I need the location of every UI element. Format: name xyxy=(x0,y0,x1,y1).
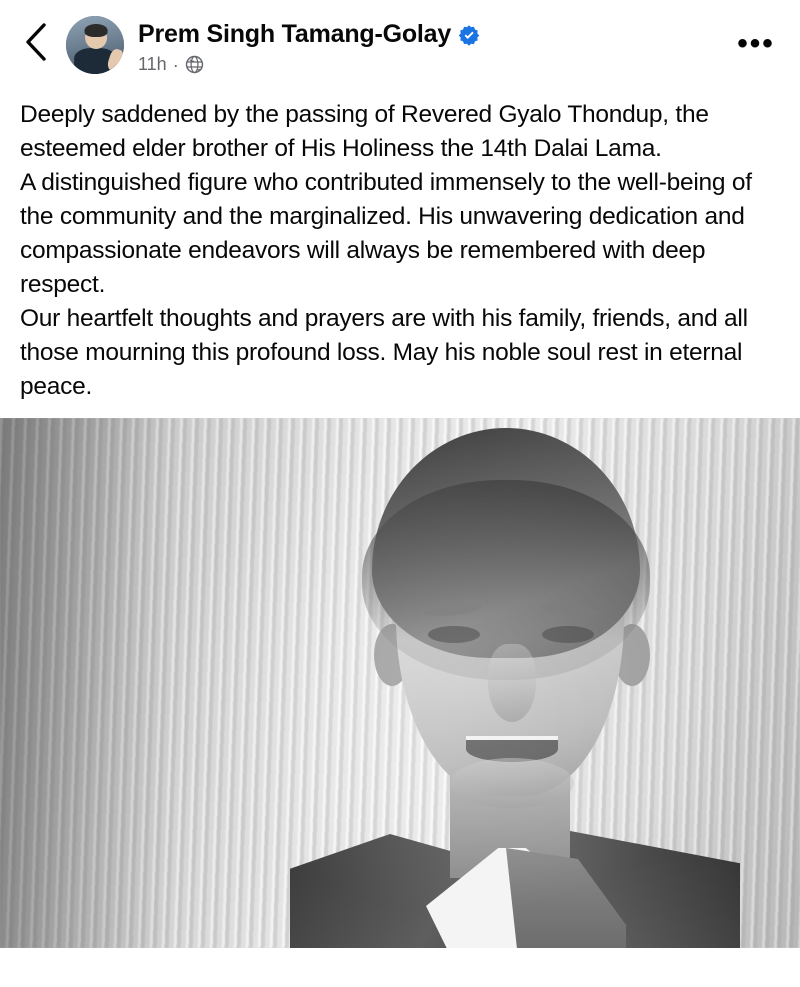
chevron-left-icon xyxy=(23,22,49,62)
post-author-block xyxy=(138,14,730,75)
avatar-hair xyxy=(85,24,108,37)
post-meta-row xyxy=(138,54,730,75)
more-options-button[interactable] xyxy=(730,18,782,70)
post-paragraph-2: A distinguished figure who contributed immensely to the well-being of the community and the marginalized. His unwavering dedication and compassionate endeavors will always be remembered with deep respect. xyxy=(20,169,752,298)
post-paragraph-1: Deeply saddened by the passing of Revered Gyalo Thondup, the esteemed elder brother of His Holiness the 14th Dalai Lama. xyxy=(20,101,709,162)
verified-badge-icon xyxy=(458,24,480,46)
post-text xyxy=(0,96,800,404)
post-timestamp[interactable]: 11h xyxy=(138,54,167,74)
photo-vignette xyxy=(0,418,800,948)
globe-icon[interactable] xyxy=(185,55,204,74)
avatar[interactable] xyxy=(66,16,124,74)
post-paragraph-3: Our heartfelt thoughts and prayers are with his family, friends, and all those mourning this profound loss. May his noble soul rest in eternal peace. xyxy=(20,305,748,400)
post-photo[interactable] xyxy=(0,418,800,948)
meta-separator: · xyxy=(172,54,179,75)
author-name-row xyxy=(138,20,730,49)
post-header xyxy=(0,0,800,96)
ellipsis-icon: ••• xyxy=(737,27,775,60)
back-button[interactable] xyxy=(14,14,58,70)
author-name[interactable]: Prem Singh Tamang-Golay xyxy=(138,20,452,48)
